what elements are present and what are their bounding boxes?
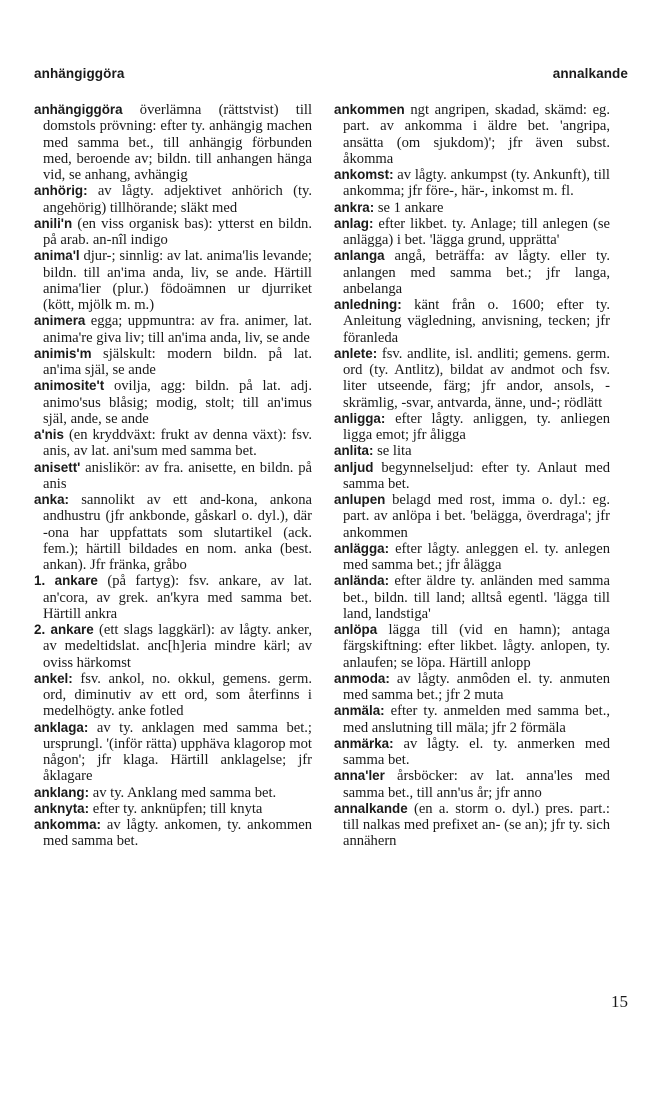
entry-headword: a'nis (34, 427, 64, 442)
entry-headword: ankra: (334, 199, 375, 215)
entry-definition: se 1 ankare (377, 199, 444, 216)
entry-headword: animis'm (34, 345, 92, 361)
entry-definition: anislikör: av fra. anisette, en bildn. på anis (43, 459, 312, 492)
dictionary-entry (34, 573, 312, 622)
entry-definition: ngt angripen, skadad, skämd: eg. part. av ankomma i äldre bet. 'angripa, ansätta (om sjukdom)'; jfr även subst. åkomma (343, 102, 610, 167)
entry-definition: (på fartyg): fsv. ankare, av lat. an'cora, av grek. an'kyra med samma bet. Härtill ankra (43, 573, 313, 622)
entry-definition: se lita (377, 443, 412, 460)
entry-headword: 1. ankare (34, 573, 98, 589)
dictionary-entry (34, 817, 312, 850)
dictionary-entry (34, 378, 312, 427)
entry-definition: belagd med rost, imma o. dyl.: eg. part. av anlöpa i bet. 'belägga, överdraga'; jfr ankommen (343, 492, 610, 541)
dictionary-entry (334, 492, 610, 541)
dictionary-entry (334, 297, 610, 346)
entry-definition: av ty. anklagen med samma bet.; ursprungl. '(inför rätta) upphäva klagorop mot någon'; jfr klaga. Härtill anklagelse; jfr åklagare (43, 719, 312, 785)
entry-definition: angå, beträffa: av lågty. eller ty. anlangen med samma bet.; jfr langa, anbelanga (343, 248, 610, 297)
dictionary-entry (334, 248, 610, 297)
dictionary-entry (334, 460, 610, 493)
dictionary-entry (34, 720, 312, 785)
dictionary-entry (334, 411, 610, 444)
entry-headword: 2. ankare (34, 622, 94, 637)
entry-headword: anknyta: (34, 800, 90, 816)
running-head-left: anhängiggöra (34, 66, 125, 81)
page-number: 15 (611, 992, 628, 1011)
dictionary-entry (34, 183, 312, 216)
entry-definition: fsv. ankol, no. okkul, gemens. germ. ord, diminutiv av ett ord, som återfinns i medelhögty. anke fotled (43, 670, 312, 720)
entry-definition: ovilja, agg: bildn. på lat. adj. animo'sus blåsig; modig, stolt; till an'imus själ, ande, se ande (43, 378, 312, 427)
right-column (334, 102, 610, 850)
entry-headword: anlöpa (334, 622, 378, 637)
entry-headword: anmäla: (334, 703, 385, 719)
dictionary-entry (34, 427, 312, 460)
entry-headword: anlete: (334, 345, 378, 361)
entry-headword: anili'n (34, 215, 73, 231)
entry-definition: (en kryddväxt: frukt av denna växt): fsv. anis, av lat. ani'sum med samma bet. (43, 427, 312, 460)
left-column (34, 102, 312, 850)
dictionary-entry (34, 216, 312, 249)
entry-headword: anmärka: (334, 735, 394, 751)
entry-headword: animera (34, 313, 86, 329)
dictionary-entry (34, 801, 312, 817)
entry-headword: anledning: (334, 297, 402, 312)
entry-definition: lägga till (vid en hamn); antaga färgskiftning: efter likbet. lågty. anlopen, ty. anlaufen; se löpa. Härtill anlopp (343, 622, 610, 671)
dictionary-entry (334, 736, 610, 769)
entry-definition: årsböcker: av lat. anna'les med samma bet., till ann'us år; jfr anno (343, 768, 610, 801)
entry-definition: av ty. Anklang med samma bet. (92, 784, 277, 801)
entry-definition: efter ty. anmelden med samma bet., med anslutning till mäla; jfr 2 förmäla (343, 703, 610, 736)
entry-headword: anima'l (34, 248, 80, 264)
dictionary-entry (334, 703, 610, 736)
entry-definition: sannolikt av ett and-kona, ankona andhustru (jfr ankbonde, gåskarl o. dyl.), där -ona har uppfattats som slutartikel (ack. fem.); härtill bildades en nom. anka (best. ankan). Jfr fränka, gråbo (43, 492, 312, 573)
dictionary-entry (34, 785, 312, 801)
entry-headword: anlag: (334, 215, 374, 231)
dictionary-entry (334, 573, 610, 622)
entry-headword: anlägga: (334, 540, 390, 556)
entry-headword: animosite't (34, 378, 105, 394)
dictionary-entry (334, 346, 610, 411)
dictionary-entry (34, 671, 312, 720)
entry-definition: efter likbet. ty. Anlage; till anlegen (se anlägga) i bet. 'lägga grund, upprätta' (343, 215, 610, 248)
entry-headword: anlupen (334, 492, 386, 507)
entry-headword: anklaga: (34, 719, 89, 735)
entry-definition: efter lågty. anliggen, ty. anliegen ligga emot; jfr åligga (343, 410, 610, 443)
entry-definition: själskult: modern bildn. på lat. an'ima själ, se ande (43, 345, 312, 378)
dictionary-entry (334, 541, 610, 574)
entry-headword: anisett' (34, 459, 81, 475)
entry-definition: efter ty. anknüpfen; till knyta (92, 800, 263, 817)
entry-definition: av lågty. adjektivet anhörich (ty. angehörig) tillhörande; släkt med (43, 183, 312, 216)
entry-definition: av lågty. el. ty. anmerken med samma bet. (343, 735, 610, 768)
dictionary-entry (334, 102, 610, 167)
entry-definition: (en a. storm o. dyl.) pres. part.: till nalkas med prefixet an- (se an); jfr ty. sich annähern (343, 800, 610, 850)
dictionary-entry (334, 801, 610, 850)
entry-headword: anklang: (34, 784, 90, 800)
dictionary-entry (34, 492, 312, 573)
dictionary-entry (334, 768, 610, 801)
dictionary-entry (34, 346, 312, 379)
entry-headword: anhängiggöra (34, 102, 123, 117)
entry-definition: efter äldre ty. anländen med samma bet., bildn. till land; alltså egentl. 'lägga till land, landstiga' (343, 573, 610, 622)
entry-headword: ankomst: (334, 167, 394, 182)
entry-definition: begynnelseljud: efter ty. Anlaut med samma bet. (343, 459, 610, 492)
entry-definition: överlämna (rättstvist) till domstols prövning: efter ty. anhängig machen med samma bet., till anhängig förbunden med, beroende av; bildn. till anhangen hänga vid, se anhang, avhängig (43, 102, 313, 183)
entry-headword: annalkande (334, 800, 408, 816)
entry-definition: av lågty. ankumpst (ty. Ankunft), till ankomma; jfr före-, här-, inkomst m. fl. (343, 167, 610, 200)
dictionary-entry (334, 216, 610, 249)
running-head-right: annalkande (552, 66, 628, 81)
entry-definition: djur-; sinnlig: av lat. anima'lis levande; bildn. till an'ima anda, liv, se ande. Härtill anima'lier (plur.) födoämnen ur djurriket (kött, mjölk m. m.) (43, 248, 312, 313)
entry-headword: anligga: (334, 410, 386, 426)
entry-definition: av lågty. anmôden el. ty. anmuten med samma bet.; jfr 2 muta (343, 670, 610, 703)
entry-headword: anljud (334, 459, 374, 475)
dictionary-entry (34, 248, 312, 313)
entry-headword: anlanga (334, 248, 385, 264)
entry-definition: egga; uppmuntra: av fra. animer, lat. anima're giva liv; till an'ima anda, liv, se ande (43, 313, 312, 346)
entry-definition: (en viss organisk bas): ytterst en bildn. på arab. an-nîl indigo (43, 215, 313, 248)
entry-headword: anna'ler (334, 768, 385, 784)
dictionary-entry (334, 671, 610, 704)
entry-headword: anmoda: (334, 670, 390, 686)
entry-headword: anlita: (334, 443, 374, 459)
entry-headword: anhörig: (34, 183, 88, 199)
dictionary-entry (334, 167, 610, 200)
entry-definition: efter lågty. anleggen el. ty. anlegen med samma bet.; jfr ålägga (343, 540, 610, 573)
dictionary-entry (334, 200, 610, 216)
entry-definition: (ett slags laggkärl): av lågty. anker, av medeltidslat. anc[h]eria mindre kärl; av oviss härkomst (43, 622, 312, 671)
entry-definition: känt från o. 1600; efter ty. Anleitung vägledning, anvisning, tecken; jfr föranleda (343, 297, 610, 346)
entry-definition: fsv. andlite, isl. andliti; gemens. germ. ord (ty. Antlitz), bildat av andmot och fsv. liter utseende, färg; jfr andor, ansols, -skrämlig, -svar, antvarda, änne, und-; rödlätt (343, 345, 610, 411)
dictionary-entry (34, 460, 312, 493)
entry-headword: anka: (34, 492, 69, 507)
dictionary-entry (34, 622, 312, 671)
entry-headword: ankommen (334, 102, 405, 117)
entry-headword: ankomma: (34, 817, 101, 832)
dictionary-entry (334, 622, 610, 671)
entry-headword: ankel: (34, 670, 73, 686)
dictionary-entry (34, 102, 312, 183)
entry-headword: anlända: (334, 573, 390, 589)
entry-definition: av lågty. ankomen, ty. ankommen med samma bet. (43, 817, 312, 850)
dictionary-entry (334, 443, 610, 459)
dictionary-entry (34, 313, 312, 346)
